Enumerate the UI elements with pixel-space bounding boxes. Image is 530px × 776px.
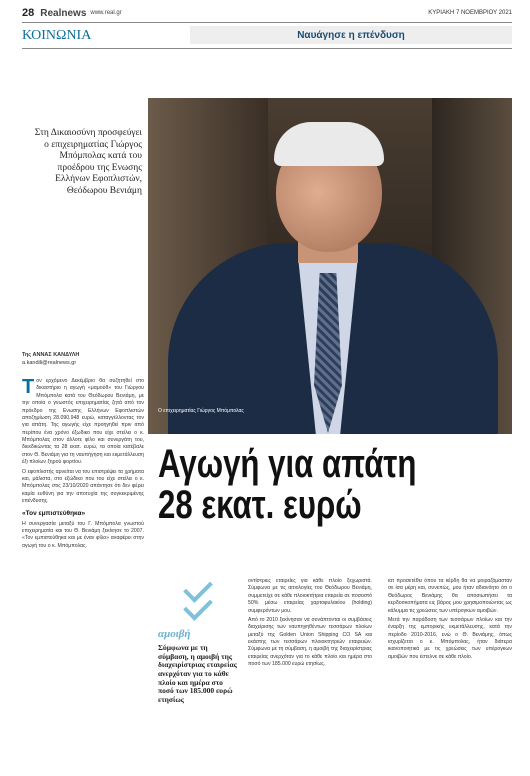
column3-paragraph-1: οντίστριες εταιρείες για κάθε πλοίο ξεχωριστά. Σύμφωνα με τις αιτιολογίες του Θεόδωρου Βενιάμη, συμμετείχε σε κάθε πλοιοκτήτρια εταιρεία σε ποσοστό 50% μέσω εταιρείας χαρτοφυλακίου (holding) συμφερόντων μου.	[248, 578, 372, 614]
header-rule	[22, 22, 512, 23]
headline-line1: Αγωγή για απάτη	[158, 442, 417, 486]
column1-paragraph-3: Η συνεργασία μεταξύ του Γ. Μπόμπολα γνωστού επιχειρηματία και του Θ. Βενιάμη ξεκίνησε το 2007. «Τον εμπιστεύθηκα και με έναν φίλο» αναφέρει στην αγωγή του ο κ. Μπόμπολας.	[22, 520, 144, 549]
section-title: ΚΟΙΝΩΝΙΑ	[22, 28, 92, 43]
article-photo	[148, 98, 512, 434]
headline-line2: 28 εκατ. ευρώ	[158, 482, 362, 527]
pull-quote	[158, 580, 238, 704]
brand-name: Realnews	[40, 7, 87, 19]
column-3	[248, 578, 372, 671]
dropcap: Τ	[22, 376, 35, 398]
byline	[22, 352, 79, 367]
headline	[158, 444, 434, 526]
column4-paragraph-1: ιατ προσετέθει όπου τα κέρδη θα να μοιραζόμασταν σε ίσα μέρη και, συνεπώς, μου ήταν αδιανόητο ότι ο Θεόδωρος Βενιάμης θα αποσιωπήσει τα κερδοσκοπήματα εις βάρος μου χρησιμοποιώντας ως κάλυμμα τις χρεώσεις των υπέρογκων αμοιβών.	[388, 578, 512, 614]
column4-paragraph-2: Μετά την παράδοση των τεσσάρων πλοίων και την έναρξη της εμπορικής εκμετάλλευσης, κατά την περίοδο 2010-2016, ενώ ο Θ. Βενιάμης, όπως ισχυρίζεται ο κ. Μπόμπολας, ήταν διάτερα ικανοποιητικά με τις χρεώσεις των υπέρογκων αμοιβών που έστελνε σε κάθε πλοίο.	[388, 616, 512, 660]
column-1	[22, 378, 144, 552]
column1-paragraph-1: ον ερχόμενο Δεκέμβριο θα συζητηθεί στο δικαστήριο η αγωγή «μαμούθ» του Γιώργου Μπόμπολα κατά του Θεόδωρου Βενιάμη, με την οποία ο γνωστός επιχειρηματίας ζητά από τον πρόεδρο της Ενωσης Ελλήνων Εφοπλιστών αποζημίωση 28.090.948 ευρώ, καταγγέλλοντας τον για απάτη. Της αγωγής είχε προηγηθεί πριν από περίπου ένα χρόνο έξωδικο που είχε στείλει ο κ. Μπόμπολας στον άλλοτε φίλο και συνεργάτη του, διεκδικώντας τα 28 εκατ. ευρώ, τα οποία κατέβαλε στον Θ. Βενιάμη για τη ναυπήγηση και εκμετάλλευση έξι πλοίων ξηρού φορτίου.	[22, 378, 144, 466]
quote-text: Σύμφωνα με τη σύμβαση, η αμοιβή της διαχειρίστριας εταιρείας ανερχόταν για το κάθε πλοίο και ημέρα στο ποσό των 185.000 ευρώ ετησίως	[158, 643, 237, 704]
section-rule	[22, 48, 512, 49]
column3-paragraph-2: Από το 2010 ξεκίνησαν να συνάπτονται οι συμβάσεις διαχείρισης των ναυπηγηθέντων τεσσάρων πλοίων μεταξύ της Golden Union Shipping CO SA και εκάστης των τεσσάρων πλοιοκτητριών εταιρειών. Σύμφωνα με τη σύμβαση, η αμοιβή της διαχειρίστριας εταιρείας ανερχόταν για το κάθε πλοίο και ημέρα στο ποσό των 185.000 ευρώ ετησίως.	[248, 616, 372, 668]
column1-subhead: «Τον εμπιστεύθηκα»	[22, 510, 86, 518]
byline-email: a.kandili@realnews.gr	[22, 359, 77, 366]
issue-date: ΚΥΡΙΑΚΗ 7 ΝΟΕΜΒΡΙΟΥ 2021	[428, 10, 512, 16]
photo-caption: Ο επιχειρηματίας Γιώργος Μπόμπολας	[158, 408, 244, 414]
column1-paragraph-2: Ο εφοπλιστής αρνείται να του επιστρέψει τα χρήματα και, μάλιστα, στο εξώδικο που του είχε στείλει ο κ. Μπόμπολας στις 23/10/2020 απάντησε ότι δεν φέρει καμία ευθύνη για την αποτυχία της συγκεκριμένης επένδυσης.	[22, 468, 144, 504]
page-number: 28	[22, 7, 35, 19]
article-subtitle: Στη Δικαιοσύνη προσφεύγει ο επιχειρηματίας Γιώργος Μπόμπολας κατά του προέδρου της Ενωσης Ελλήνων Εφοπλιστών, Θεόδωρου Βενιάμη	[34, 128, 142, 196]
topic-bar: Ναυάγησε η επένδυση	[190, 26, 512, 44]
byline-author: Της ΑΝΝΑΣ ΚΑΝΔΥΛΗ	[22, 352, 80, 358]
website: www.real.gr	[90, 10, 122, 16]
column-4	[388, 578, 512, 663]
page-header	[22, 6, 512, 20]
quote-label: αμοιβή	[158, 628, 191, 640]
